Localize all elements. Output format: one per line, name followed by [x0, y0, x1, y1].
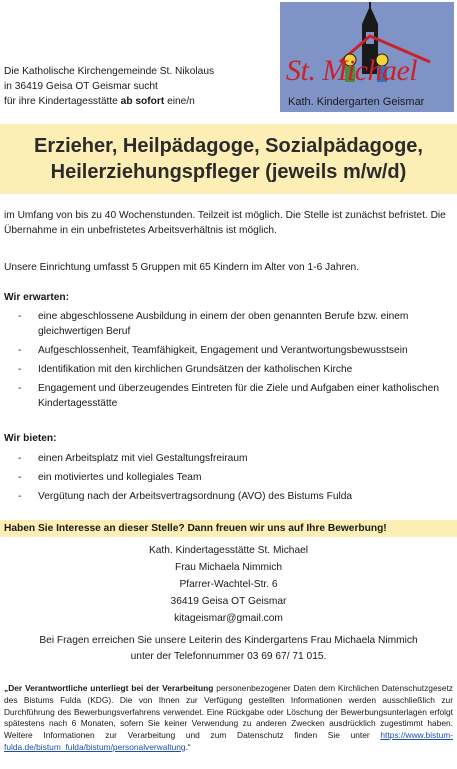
disclaimer-end: .“: [185, 741, 191, 752]
kindergarten-logo: [280, 2, 454, 112]
intro-text: [4, 64, 214, 109]
list-item: - einen Arbeitsplatz mit viel Gestaltungsfreiraum: [18, 453, 248, 464]
call-to-action: Haben Sie Interesse an dieser Stelle? Dann freuen wir uns auf Ihre Bewerbung!: [0, 520, 457, 537]
list-item: - ein motiviertes und kollegiales Team: [18, 472, 202, 483]
list-item: - Identifikation mit den kirchlichen Grundsätzen der katholischen Kirche: [18, 364, 353, 375]
contact-city: 36419 Geisa OT Geismar: [170, 596, 287, 607]
privacy-disclaimer: [4, 683, 453, 754]
expect-heading: Wir erwarten:: [4, 292, 70, 303]
contact-org: Kath. Kindertagesstätte St. Michael: [148, 545, 309, 556]
questions-paragraph: [0, 633, 457, 665]
list-item: - Vergütung nach der Arbeitsvertragsordnung (AVO) des Bistums Fulda: [18, 491, 353, 502]
intro-line-3-post: eine/n: [164, 96, 195, 107]
logo-subtitle: Kath. Kindergarten Geismar: [288, 96, 425, 108]
contact-email[interactable]: kitageismar@gmail.com: [174, 613, 283, 624]
intro-line-3-bold: ab sofort: [120, 96, 165, 107]
intro-line-3: [4, 94, 214, 109]
list-item-text: Engagement und überzeugendes Eintreten für die Ziele und Aufgaben einer katholischen Kindertagesstätte: [38, 383, 439, 409]
questions-line-2: unter der Telefonnummer 03 69 67/ 71 015.: [130, 651, 327, 662]
job-title-line-2: Heilerziehungspfleger (jeweils m/w/d): [50, 161, 407, 183]
list-item: - eine abgeschlossene Ausbildung in einem der oben genannten Berufe bzw. einem gleichwertigen Beruf: [18, 311, 409, 337]
privacy-link[interactable]: https://www.bistum-fulda.de/bistum_fulda/bistum/personalverwaltung: [4, 730, 453, 752]
facility-paragraph: Unsere Einrichtung umfasst 5 Gruppen mit 65 Kindern im Alter von 1-6 Jahren.: [4, 262, 360, 273]
disclaimer-text: personenbezogener Daten dem Kirchlichen Datenschutzgesetz des Bistums Fulda (KDG). Die von Ihnen zur Verfügung gestellten Informationen werden ausschließlich zur Durchführung des Bewerbungsverfahrens verwendet. Eine Rückgabe oder Löschung der Bewerbungsunterlagen erfolgt spätestens nach 6 Monaten, sofern Sie keiner Verwendung zu anderen Zwecken ausdrücklich zugestimmt haben. Weitere Informationen zur Verarbeitung und zum Datenschutz finden Sie unter: [4, 683, 453, 741]
expect-list: [4, 309, 452, 415]
logo-title: St. Michael: [286, 54, 418, 87]
disclaimer-bold: „Der Verantwortliche unterliegt bei der Verarbeitung: [4, 683, 214, 693]
job-title-line-1: Erzieher, Heilpädagoge, Sozialpädagoge,: [34, 135, 423, 157]
list-item: - Engagement und überzeugendes Eintreten für die Ziele und Aufgaben einer katholischen Kindertagesstätte: [18, 383, 439, 409]
list-item: - Aufgeschlossenheit, Teamfähigkeit, Engagement und Verantwortungsbewusstsein: [18, 345, 408, 356]
list-item-text: eine abgeschlossene Ausbildung in einem der oben genannten Berufe bzw. einem gleichwertigen Beruf: [38, 311, 409, 337]
contact-person: Frau Michaela Nimmich: [175, 562, 282, 573]
list-item-text: Vergütung nach der Arbeitsvertragsordnung (AVO) des Bistums Fulda: [38, 491, 353, 502]
list-item-text: einen Arbeitsplatz mit viel Gestaltungsfreiraum: [38, 453, 248, 464]
job-title-banner: [0, 124, 457, 194]
intro-line-2: in 36419 Geisa OT Geismar sucht: [4, 81, 158, 92]
offer-heading: Wir bieten:: [4, 433, 57, 444]
list-item-text: ein motiviertes und kollegiales Team: [38, 472, 202, 483]
intro-line-1: Die Katholische Kirchengemeinde St. Nikolaus: [4, 66, 215, 77]
list-item-text: Aufgeschlossenheit, Teamfähigkeit, Engagement und Verantwortungsbewusstsein: [38, 345, 408, 356]
list-item-text: Identifikation mit den kirchlichen Grundsätzen der katholischen Kirche: [38, 364, 353, 375]
contact-block: [0, 542, 457, 627]
contact-street: Pfarrer-Wachtel-Str. 6: [179, 579, 278, 590]
offer-list: [4, 451, 452, 508]
questions-line-1: Bei Fragen erreichen Sie unsere Leiterin des Kindergartens Frau Michaela Nimmich: [39, 635, 418, 646]
intro-line-3-pre: für ihre Kindertagesstätte: [4, 96, 121, 107]
scope-paragraph: im Umfang von bis zu 40 Wochenstunden. Teilzeit ist möglich. Die Stelle ist zunächst befristet. Die Übernahme in ein unbefristetes Arbeitsverhältnis ist möglich.: [4, 210, 446, 236]
